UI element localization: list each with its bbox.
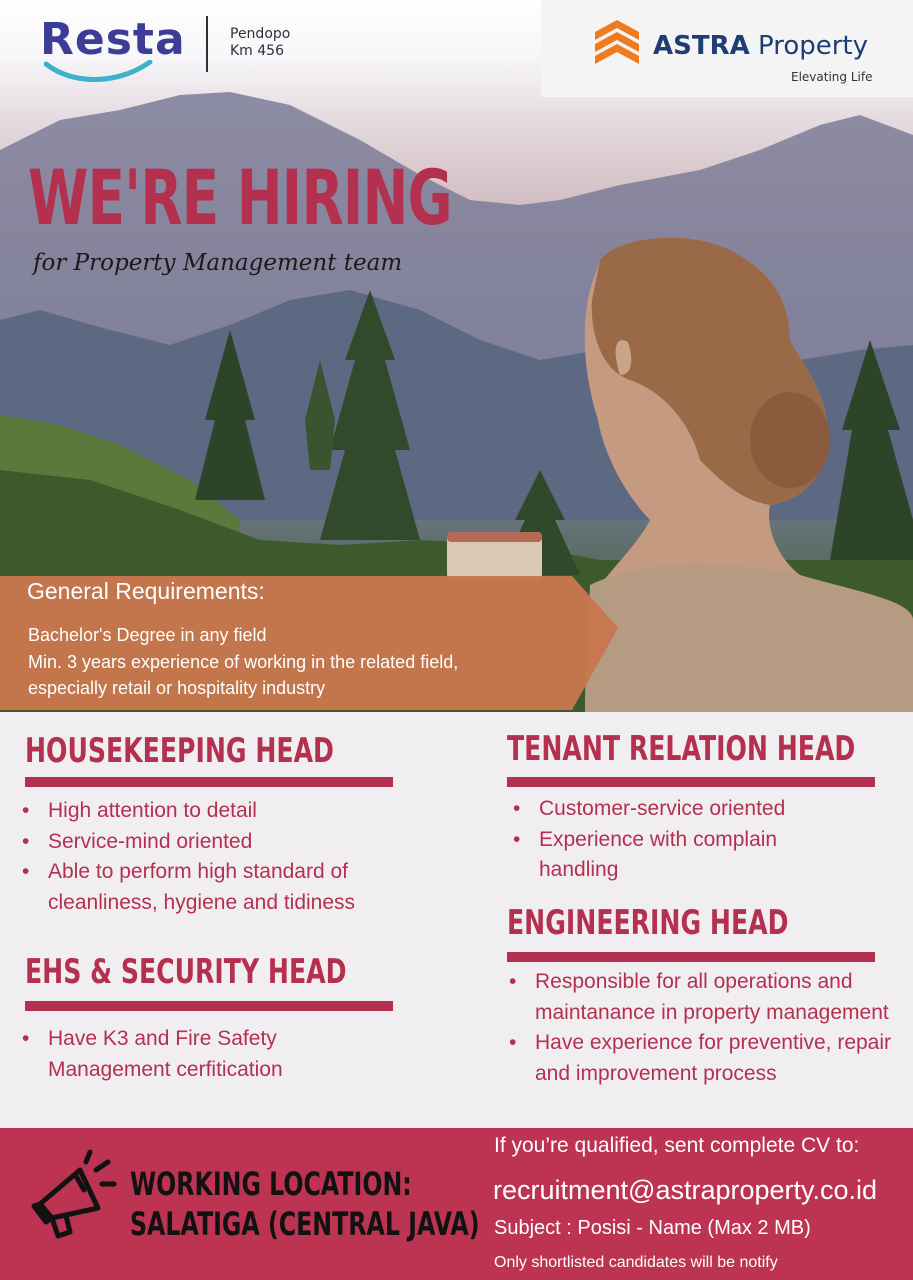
requirement-item: especially retail or hospitality industry	[28, 678, 326, 698]
requirement-item: Bachelor's Degree in any field	[28, 625, 267, 645]
housekeeping-section	[25, 731, 442, 771]
engineering-title: ENGINEERING HEAD	[507, 903, 789, 943]
list-item: • Have experience for preventive, repair and improvement process	[509, 1028, 894, 1089]
astra-brand-name	[653, 31, 868, 61]
astra-property-logo	[541, 0, 913, 97]
ehs-divider	[25, 1001, 393, 1011]
list-item: • Responsible for all operations and maintanance in property management	[509, 967, 894, 1028]
list-item: • Service-mind oriented	[22, 827, 402, 858]
astra-brand-bold: ASTRA	[653, 31, 750, 61]
location-label: WORKING LOCATION:	[130, 1165, 412, 1203]
list-item: • Have K3 and Fire Safety Management cerfitication	[22, 1024, 352, 1085]
shortlist-note: Only shortlisted candidates will be notify	[494, 1254, 778, 1271]
resta-wordmark: Resta	[40, 14, 186, 65]
requirements-heading: General Requirements:	[27, 578, 265, 604]
list-item: • Customer-service oriented	[513, 794, 833, 825]
tenant-list	[513, 794, 833, 886]
engineering-section	[507, 903, 887, 943]
location-value: SALATIGA (CENTRAL JAVA)	[130, 1205, 480, 1243]
megaphone-icon	[22, 1148, 118, 1244]
resta-location-label	[230, 26, 290, 60]
hiring-subtitle: for Property Management team	[33, 250, 403, 276]
working-location	[130, 1164, 480, 1244]
list-item: • High attention to detail	[22, 796, 402, 827]
logo-divider	[206, 16, 208, 72]
recruitment-email-link[interactable]: recruitment@astraproperty.co.id	[493, 1175, 878, 1205]
tenant-section	[507, 729, 913, 769]
astra-chevron-icon	[593, 18, 641, 70]
engineering-divider	[507, 952, 875, 962]
list-item: • Experience with complain handling	[513, 825, 833, 886]
ehs-section	[25, 952, 459, 992]
housekeeping-divider	[25, 777, 393, 787]
cv-instruction: If you’re qualified, sent complete CV to:	[494, 1134, 860, 1157]
ehs-list	[22, 1024, 352, 1085]
resta-logo	[40, 14, 186, 65]
resta-sub-line2: Km 456	[230, 43, 284, 59]
housekeeping-title: HOUSEKEEPING HEAD	[25, 731, 334, 771]
list-item: • Able to perform high standard of cleanliness, hygiene and tidiness	[22, 857, 402, 918]
ehs-title: EHS & SECURITY HEAD	[25, 952, 347, 992]
astra-tagline: Elevating Life	[791, 70, 873, 84]
astra-brand-light: Property	[749, 31, 869, 61]
resta-sub-line1: Pendopo	[230, 26, 291, 42]
resta-swoosh-icon	[44, 60, 154, 84]
email-subject-format: Subject : Posisi - Name (Max 2 MB)	[494, 1217, 811, 1239]
engineering-list	[509, 967, 894, 1089]
requirements-list	[28, 622, 458, 702]
tenant-divider	[507, 777, 875, 787]
requirement-item: Min. 3 years experience of working in the related field,	[28, 651, 459, 672]
tenant-title: TENANT RELATION HEAD	[507, 729, 856, 769]
hiring-title: WE'RE HIRING	[28, 153, 452, 242]
housekeeping-list	[22, 796, 402, 918]
